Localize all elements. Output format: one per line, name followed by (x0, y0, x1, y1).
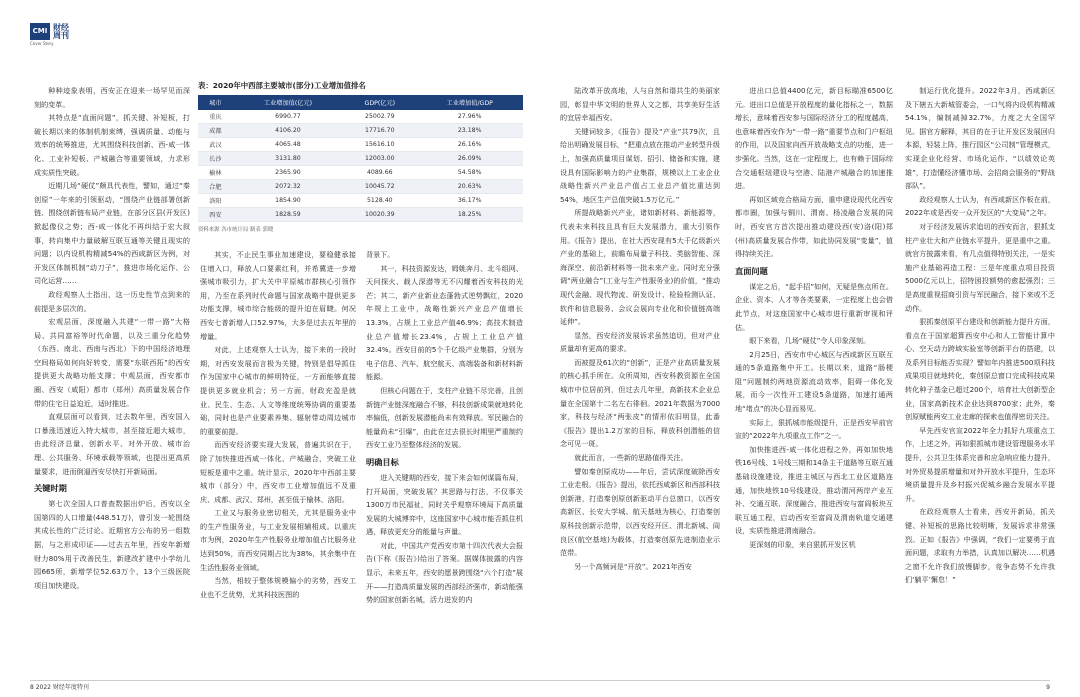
section-heading-clear-goals: 明确目标 (366, 456, 399, 467)
table-cell: 长沙 (198, 152, 233, 166)
paragraph: 而西安经济要实现大发展，普遍共识在于，除了加快推进西咸一体化、产城融合，突破工业短板是重中之重。统计显示，2020年中西部主要城市（部分）中，西安市工业增加值远不及重庆、成都、武汉、郑州，甚至低于榆林、洛阳。 (200, 440, 356, 504)
column-4 (560, 84, 720, 674)
table-cell: 10045.72 (343, 180, 416, 194)
table-cell: 17716.70 (343, 124, 416, 138)
logo-cn: 财经周刊 (53, 23, 69, 40)
footer-rule (30, 680, 1050, 681)
col3-paragraphs (366, 248, 523, 452)
table-header-cell: 工业增加值(亿元) (233, 95, 344, 110)
paragraph: 对此，中国共产党西安市第十四次代表大会报告(下称《报告》)给出了答案。据媒体披露的内容显示，未来五年，西安的愿景跨围绕“六个打造”展开——打造高质量发展的西部经济强市，新动能强势的国家创新名城，活力迸发的内 (366, 540, 523, 605)
paragraph: 关键词较多，《报告》提及“产业”共79次，且给出明确发展目标，“把重点放在推动产业转型升级上，加强高质量项目谋划、招引、储备和实施，建设具有国际影响力的产业集群，规模以上工业企业战略性新兴产业总产值占工业总产值比重达到54%，地区生产总值突破1.5万亿元。” (560, 126, 720, 204)
table-title: 表：2020年中西部主要城市(部分)工业增加值排名 (198, 81, 366, 90)
page-number-right: 9 (1046, 684, 1050, 691)
paragraph: 其实，不止民生事业加速建设，要稳健承接住增入口，释放人口要素红利，并希冀进一步增强城市吸引力，扩大关中平原城市群核心引领作用，乃至在系列时代命题与国家战略中提供更多功能支撑，城市综合能级的提升迫在眉睫。何况西安七普新增人口52.97%，大多是过去五年里的增量。 (200, 250, 356, 341)
table-cell: 23.18% (416, 124, 523, 138)
paragraph: 背景下。 (366, 250, 395, 259)
table-header-cell: 工业增加值/GDP (416, 95, 523, 110)
paragraph: 就此而言，一些新的思路值得关注。 (574, 453, 688, 463)
table-row (198, 194, 523, 208)
paragraph: 政经观察人士认为，有西咸新区作板在前，2022年或是西安一众开发区的“大变局”之年。 (905, 194, 1055, 218)
paragraph: 近期几场“硬仗”颇具代表性，譬如，通过“秦创原”一年来的引领驱动，“围绕产业链部署创新链、围绕创新链布局产业链，在部分区县(开发区)掀起像仪之势；西-咸一体化不再纠结于宏大叙事，转向集中力量破解互联互通等关键且现实的问题；以内设机构精减54%的西咸新区为例，对开发区体制机制“动刀子”，推进市场化运作、公司化运营…… (34, 181, 190, 286)
table-cell: 洛阳 (198, 194, 233, 208)
paragraph: 政经观察人士指出，这一历史性节点到来的前提是多层次的。 (34, 289, 190, 313)
table-cell: 2072.32 (233, 180, 344, 194)
table-row (198, 138, 523, 152)
table-cell: 36.17% (416, 194, 523, 208)
table-cell: 榆林 (198, 166, 233, 180)
table-cell: 20.63% (416, 180, 523, 194)
magazine-logo (30, 23, 80, 45)
table-row (198, 208, 523, 222)
paragraph: 狠抓秦创原平台建设和创新能力提升方面，看点在于国家超算西安中心和人工智能计算中心、空天动力跨域实验室等创新平台的搭建，以及系列目标能否实现？譬如年内推进500项科技成果项目就地转化，秦创原总窗口完成科技成果转化种子基金已超过200个，培育壮大创新型企业，国家高新技术企业达到8700家；此外，秦创原赋能两安工业走廊的探索也值得密切关注。 (905, 317, 1055, 422)
paragraph: 2月25日，西安市中心城区与西咸新区互联互通的5条道路集中开工。长期以来，道路“肠梗阻”问题制约两地资源流动效率，阻碍一体化发展，而今一次性开工建设5条道路，加速打通两地“堵点”的决心显而易见。 (735, 349, 893, 414)
table-cell: 6990.77 (233, 110, 344, 124)
section-heading-face-problems: 直面问题 (735, 265, 768, 276)
paragraph: 当然，相较于整体规模偏小的劣势，西安工业也不乏优势，尤其科技医图的 (200, 576, 356, 599)
paragraph: 再如区域竞合格局方面，重申建设现代化西安都市圈，加强与铜川、渭南、杨凌融合发展的同时，西安官方首次提出推动建设西(安)洛(阳)郑(州)高质量发展合作带，如此协同发展“变量”，值得持续关注。 (735, 194, 893, 259)
table-row (198, 124, 523, 138)
column-5 (735, 84, 893, 674)
table-cell: 12003.00 (343, 152, 416, 166)
paragraph: 对于经济发展诉求追切的西安而言，狠抓支柱产业壮大和产业链水平提升，更是重中之重。就官方披露来看，有几点值得特别关注，一是实施产业基础再造工程：三是年度重点项目投资5000亿元以上，招特困投额势的愈起强烈；三是高度重视招商引资与军民融合，接下来或不乏动作。 (905, 221, 1055, 313)
paragraph: 制运行优化提升。2022年3月，西咸新区及下辖五大新城管委会，一口气将内设机构精减54.1%，编制减掉32.7%，力度之大全国罕见。据官方解释，其目的在于让开发区发展回归本源，轻装上阵，推行园区“公司制”管理模式，实现企业化经营、市场化运作、“以绩效论英雄”，打造懂经济懂市场、会招商会服务的“野战部队”。 (905, 86, 1055, 191)
paragraph: 其一，科技资源发达，姆姚奔月、北斗组网、天问探火、载人深潜等无不闪耀着西安科技的光芒；其二，新产业新业态蓬勃式逆势飘红，2020年规上工业中，战略性新兴产业总产值增长13.3%，占规上工业总产值46.9%；高技术制造业总产值增长23.4%，占规上工业总产值32.4%。西安目前的5个千亿级产业集群，分别为电子信息、汽车、航空航天、高端装备和新材料新能源。 (366, 263, 523, 382)
paragraph: 譬如秦创原成功——年后，尝试深度破除西安工业走根。《报告》提出，依托西咸新区和西部科技创新港，打造秦创原创新驱动平台总窗口，以西安高新区、长安大学城、航天基地为核心，打造秦创原科技创新示范带，以西安经开区、渭北新城、阎良区(航空基地)为载体，打造秦创原先进制造业示范带。 (560, 466, 720, 558)
table-row (198, 166, 523, 180)
table-cell: 26.09% (416, 152, 523, 166)
col6-paragraphs (905, 84, 1055, 587)
table-cell: 2365.90 (233, 166, 344, 180)
table-cell: 26.16% (416, 138, 523, 152)
table-cell: 4065.48 (233, 138, 344, 152)
col1-after (34, 497, 190, 592)
paragraph: 而被提及61次的“创新”，正是产业高质量发展的核心抓手所在。众所周知，西安科教资源在全国城市中位居前列，但过去几年里，高新技术企业总量在全国第十二名左右徘徊。2021年数据为7000家，科技与经济“两张皮”的情形依旧明显，此番《报告》提出1.2万家的目标，释放科创潜能的信念可见一斑。 (560, 357, 720, 449)
table-cell: 1854.90 (233, 194, 344, 208)
col5-paragraphs (735, 84, 893, 261)
paragraph: 早先西安官宣2022年全力抓好九项重点工作，上述之外，再如狠抓城市建设管理服务水平提升，公共卫生体系完善和应急响应能力提升，对外贸易提质增量和对外开放水平提升，生态环境质量提升及乡村振兴促城乡融合发展水平提升。 (905, 425, 1055, 503)
col3-after (366, 471, 523, 607)
table-cell: 重庆 (198, 110, 233, 124)
table-cell: 武汉 (198, 138, 233, 152)
data-table-block (198, 80, 523, 233)
table-cell: 1828.59 (233, 208, 344, 222)
paragraph: 眼下来看，几场“硬仗”令人印象深刻。 (749, 336, 871, 346)
paragraph: 进出口总值4400亿元，新目标瞄准6500亿元。进出口总值是开放程度的量化指标之一，数据增长，意味着西安参与国际经济分工的程度越高，也意味着西安作为“一带一路”重要节点和门户枢纽的作用，以及国家向西开放战略支点的功能，进一步强化。当然，这在一定程度上，也有赖于国际综合交通枢纽建设与空港、陆港产城融合的加速推进。 (735, 86, 893, 191)
table-body (198, 110, 523, 222)
column-1 (34, 84, 190, 674)
paragraph: 所提战略新兴产业，诸如新材料、新能源等，代表未来科技且具有巨大发展潜力，重大引领作用。《报告》提出，在社大西安现有5大千亿级新兴产业的基础上，前瞻布局量子科技、类脑智能、深海深空、前沿新材料等一批未来产业。同时充分强调“两业融合”(工业与生产性服务业)的价值，“推动现代金融、现代物流、研发设计、检验检测认证、软件和信息服务、会议会展向专业化和价值链高端延伸”。 (560, 208, 720, 327)
table-header-row (198, 95, 523, 110)
paragraph: 直观层面可以看到，过去数年里，西安国入口暴涨迅速近入特大城市，甚至接近超大城市，由此经济总量、创新水平、对外开放、城市治理、公共服务、环境承载等领域，也提出更高质量要求，进而倒逼西安尽快打开新局面。 (34, 412, 190, 476)
table-cell: 25002.79 (343, 110, 416, 124)
paragraph: 工业又与服务业密切相关，尤其是服务业中的生产性服务业，与工业发展相辅相成。以重庆市为例，2020年生产性服务业增加值占比服务业达到50%，而西安同期占比为38%，其余集中在生活性服务业领域。 (200, 508, 356, 572)
logo-en: Cover Story (30, 41, 54, 46)
paragraph: 其特点是“直面问题”，抓关键、补短板，打破长期以来的体制机制束缚，强调质量、动能与效率的统筹推进，尤其围绕科技创新、西-咸一体化、工业补短板、产城融合等重要领域，力求形成实质性突破。 (34, 113, 190, 177)
paragraph: 加快推进西-咸一体化进程之外，再如加快地铁16号线、1号线三期和14条主干道路等互联互通基础设施建设，推进主城区与西北工业区道路连通，加快地铁10号线建设，推动渭河两岸产业互补、交通互联、深度融合，推进西安与富阎板块互联互通工程，启动西安至富阎及渭南轨道交通建设，实质性推进渭南融合。 (735, 444, 893, 536)
page-number-left: 8 2022 财经年度特刊 (30, 684, 89, 691)
table-cell: 18.25% (416, 208, 523, 222)
paragraph: 宏观层面，深度融入共建“一带一路”大格局、共同富裕等时代命题，以及三重分化趋势（东西、南北、西南与西北）下的中国经济地理空间格局如何向好转变，需要“东联西拓”的西安提供更大战略功能支撑；中观层面，西安都市圈、西安（咸阳）都市（郑州）高质量发展合作带的住宅日益迫近，适时推进。 (34, 317, 190, 408)
column-2 (200, 248, 356, 674)
paragraph: 更深刻的印象，来自狠抓开发区机 (749, 540, 856, 549)
table-cell: 5128.40 (343, 194, 416, 208)
col4-paragraphs (560, 84, 720, 573)
table-cell: 15616.10 (343, 138, 416, 152)
table-cell: 成都 (198, 124, 233, 138)
table-cell: 合肥 (198, 180, 233, 194)
table-cell: 4106.20 (233, 124, 344, 138)
table-cell: 3131.80 (233, 152, 344, 166)
table-source: 资料来源 各市统计局 制表 郭晓 (198, 227, 274, 233)
table-row (198, 152, 523, 166)
table-header-cell: 城市 (198, 95, 233, 110)
paragraph: 另一个高频词是“开放”。2021年西安 (574, 561, 692, 571)
paragraph: 但核心问题在于，支柱产业链不尽完善，且创新链产业链深度融合不够，科技创新成果就地转化率偏低，创新发展潜能尚未有效释放。军民融合的能量尚未“引爆”，由此在过去很长时期里严重制约西安工业乃至整体经济的发展。 (366, 385, 523, 450)
paragraph: 谋定之后，“起手招”如何，无疑是焦点所在。企业、资本、人才等各类要素，一定程度上也会借此节点，对这座国家中心城市进行重新审视和评估。 (735, 281, 893, 332)
section-heading-key-period: 关键时期 (34, 483, 67, 494)
paragraph: 显然，西安经济发展诉求虽然追切，但对产业质量却有更高的要求。 (560, 330, 720, 354)
table-header-cell: GDP(亿元) (343, 95, 416, 110)
paragraph: 第七次全国人口普查数据出炉后，西安以全国第四的人口增量(448.51万)，曾引发一轮围绕其成长性的广泛讨论。近期官方公布的另一组数据，与之形成印证——过去五年里，西安年新增财力80%用于改善民生，新建改扩建中小学幼儿园665所，新增学位52.63万个，13个三级医院项目加快建设。 (34, 499, 190, 590)
table-cell: 54.58% (416, 166, 523, 180)
table-cell: 27.96% (416, 110, 523, 124)
paragraph: 在政经观察人士看来，西安开新局，抓关键、补短板的思路比较明晰，发展诉求非常强烈。正如《报告》中强调，“我们一定要勇于直面问题，求取有力举措，认真加以解决……机遇之窗不允许我们放慢脚步，竞争态势不允许我们‘躺平’懈怠！” (905, 507, 1055, 585)
paragraph: 种种迹象表明，西安正在迎来一场罕见而深刻的变革。 (34, 86, 190, 109)
col2-paragraphs (200, 248, 356, 601)
logo-box: CMI (30, 23, 50, 40)
table-cell: 西安 (198, 208, 233, 222)
table-cell: 10020.39 (343, 208, 416, 222)
paragraph: 实际上，狠抓城市能级提升，正是西安早前官宣的“2022年九项重点工作”之一。 (735, 417, 893, 441)
table-row (198, 110, 523, 124)
paragraph: 进入关键期的西安，接下来会如何谋篇布局，打开局面，突破发展？其思路与打法，不仅事关1300万市民福祉，同时关乎观察环境局下高质量发展的大城博弈中，这座国家中心城市能否抓住机遇，释放更充分的能量与声量。 (366, 472, 523, 537)
column-6 (905, 84, 1055, 674)
paragraph: 对此，上述观察人士认为，接下来的一段时期，对西安发展而言极为关键，特别是倡导抓住作为国家中心城市的鲜明特征，一方面能够直接提供更多就业机会；另一方面，财政充盈是就业、民生、生态、人文等维度统筹协调的重要基础，同时也是产业要素养集、辐射带动周边城市的重要前提。 (200, 345, 356, 436)
table-row (198, 180, 523, 194)
table-cell: 4089.66 (343, 166, 416, 180)
industry-value-table (198, 95, 523, 222)
paragraph: 陆改革开放高地，人与自然和谐共生的美丽家园，彰显中华文明的世界人文之都，共享美好生活的宜居幸福西安。 (560, 86, 720, 123)
col5-after (735, 280, 893, 552)
column-3 (366, 248, 523, 674)
col1-paragraphs (34, 84, 190, 478)
